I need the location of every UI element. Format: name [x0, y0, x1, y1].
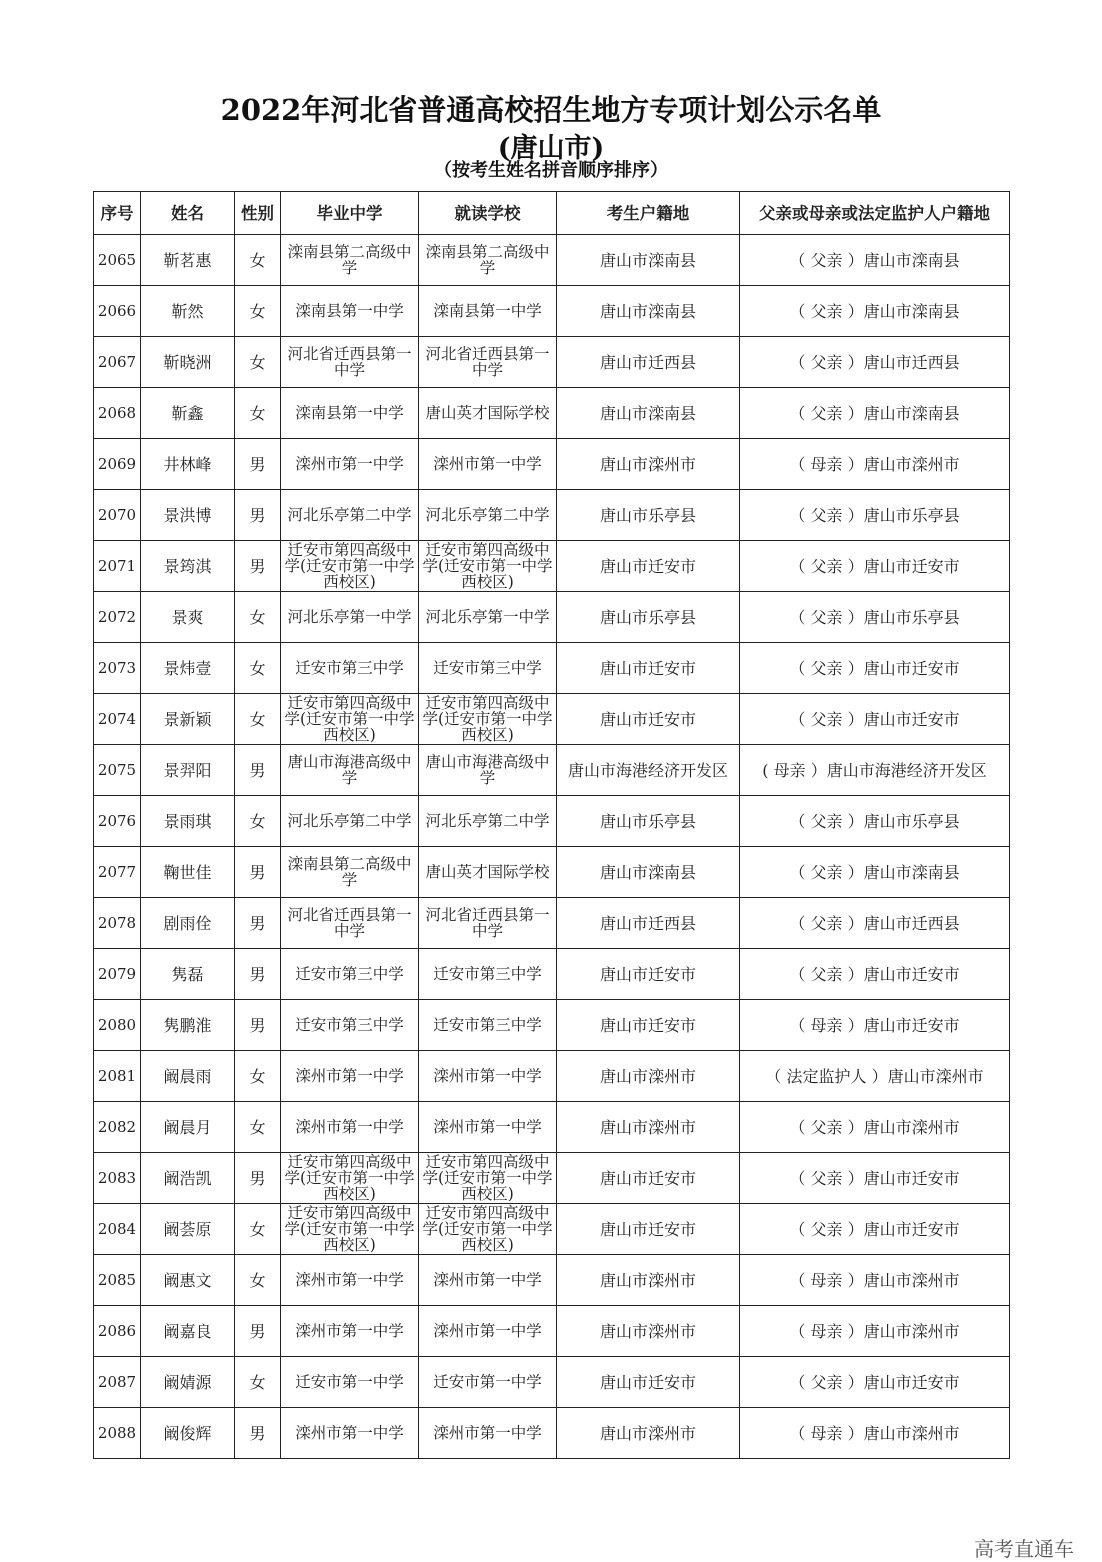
cell-graduated-school: 滦州市第一中学 [281, 1102, 419, 1153]
cell-name: 景羿阳 [141, 745, 235, 796]
cell-student-residence: 唐山市迁安市 [557, 694, 740, 745]
header-guardian-residence: 父亲或母亲或法定监护人户籍地 [740, 192, 1010, 235]
cell-student-residence: 唐山市乐亭县 [557, 796, 740, 847]
cell-student-residence: 唐山市滦州市 [557, 1306, 740, 1357]
cell-gender: 女 [235, 643, 281, 694]
table-row [94, 592, 1010, 643]
cell-gender: 男 [235, 1408, 281, 1459]
cell-student-residence: 唐山市滦南县 [557, 235, 740, 286]
table-row [94, 1204, 1010, 1255]
cell-current-school: 河北乐亭第一中学 [419, 592, 557, 643]
cell-index: 2080 [94, 1000, 141, 1051]
cell-graduated-school: 迁安市第四高级中学(迁安市第一中学西校区) [281, 541, 419, 592]
cell-guardian-residence: （ 父亲 ）唐山市滦南县 [740, 847, 1010, 898]
table-row [94, 1000, 1010, 1051]
table-row [94, 745, 1010, 796]
cell-graduated-school: 迁安市第四高级中学(迁安市第一中学西校区) [281, 1204, 419, 1255]
cell-student-residence: 唐山市滦南县 [557, 286, 740, 337]
cell-name: 景新颖 [141, 694, 235, 745]
cell-student-residence: 唐山市滦南县 [557, 388, 740, 439]
cell-graduated-school: 迁安市第四高级中学(迁安市第一中学西校区) [281, 1153, 419, 1204]
cell-guardian-residence: （ 父亲 ）唐山市迁安市 [740, 643, 1010, 694]
table-row [94, 337, 1010, 388]
cell-student-residence: 唐山市迁安市 [557, 949, 740, 1000]
cell-guardian-residence: （ 法定监护人 ）唐山市滦州市 [740, 1051, 1010, 1102]
document-subtitle: (唐山市) [497, 133, 605, 164]
cell-gender: 女 [235, 694, 281, 745]
table-row [94, 796, 1010, 847]
cell-guardian-residence: （ 母亲 ）唐山市迁安市 [740, 1000, 1010, 1051]
cell-guardian-residence: （ 父亲 ）唐山市迁安市 [740, 1153, 1010, 1204]
cell-guardian-residence: （ 父亲 ）唐山市迁安市 [740, 949, 1010, 1000]
cell-index: 2066 [94, 286, 141, 337]
cell-guardian-residence: （ 母亲 ）唐山市滦州市 [740, 1408, 1010, 1459]
cell-gender: 女 [235, 796, 281, 847]
cell-index: 2074 [94, 694, 141, 745]
cell-index: 2082 [94, 1102, 141, 1153]
cell-name: 靳鑫 [141, 388, 235, 439]
cell-guardian-residence: （ 父亲 ）唐山市迁安市 [740, 694, 1010, 745]
cell-name: 景爽 [141, 592, 235, 643]
cell-current-school: 滦州市第一中学 [419, 1408, 557, 1459]
cell-guardian-residence: （ 父亲 ）唐山市乐亭县 [740, 490, 1010, 541]
cell-current-school: 滦州市第一中学 [419, 1102, 557, 1153]
cell-guardian-residence: （ 母亲 ）唐山市滦州市 [740, 1255, 1010, 1306]
cell-graduated-school: 河北乐亭第二中学 [281, 796, 419, 847]
cell-gender: 女 [235, 1051, 281, 1102]
header-current-school: 就读学校 [419, 192, 557, 235]
cell-index: 2072 [94, 592, 141, 643]
cell-guardian-residence: （ 母亲 ）唐山市滦州市 [740, 1306, 1010, 1357]
table-row [94, 235, 1010, 286]
cell-current-school: 河北乐亭第二中学 [419, 490, 557, 541]
table-row [94, 439, 1010, 490]
cell-current-school: 滦州市第一中学 [419, 1051, 557, 1102]
table-body [94, 235, 1010, 1459]
cell-name: 阚荟原 [141, 1204, 235, 1255]
cell-graduated-school: 河北省迁西县第一中学 [281, 898, 419, 949]
cell-graduated-school: 河北乐亭第一中学 [281, 592, 419, 643]
cell-current-school: 迁安市第三中学 [419, 1000, 557, 1051]
cell-graduated-school: 滦南县第一中学 [281, 388, 419, 439]
cell-student-residence: 唐山市滦州市 [557, 1408, 740, 1459]
cell-guardian-residence: （ 父亲 ）唐山市迁西县 [740, 337, 1010, 388]
cell-gender: 女 [235, 1255, 281, 1306]
table-row [94, 1408, 1010, 1459]
cell-student-residence: 唐山市滦州市 [557, 439, 740, 490]
cell-index: 2075 [94, 745, 141, 796]
cell-index: 2084 [94, 1204, 141, 1255]
cell-index: 2076 [94, 796, 141, 847]
header-graduated-school: 毕业中学 [281, 192, 419, 235]
cell-guardian-residence: （ 父亲 ）唐山市滦南县 [740, 388, 1010, 439]
cell-graduated-school: 滦南县第二高级中学 [281, 235, 419, 286]
cell-current-school: 滦州市第一中学 [419, 1255, 557, 1306]
cell-guardian-residence: （ 父亲 ）唐山市滦南县 [740, 286, 1010, 337]
cell-gender: 女 [235, 1102, 281, 1153]
cell-student-residence: 唐山市迁安市 [557, 1204, 740, 1255]
cell-graduated-school: 迁安市第三中学 [281, 949, 419, 1000]
table-row [94, 694, 1010, 745]
cell-graduated-school: 河北省迁西县第一中学 [281, 337, 419, 388]
cell-guardian-residence: （ 父亲 ）唐山市滦南县 [740, 235, 1010, 286]
cell-name: 阚俊辉 [141, 1408, 235, 1459]
header-index: 序号 [94, 192, 141, 235]
cell-name: 阚婧源 [141, 1357, 235, 1408]
cell-student-residence: 唐山市乐亭县 [557, 592, 740, 643]
cell-current-school: 滦州市第一中学 [419, 1306, 557, 1357]
cell-graduated-school: 唐山市海港高级中学 [281, 745, 419, 796]
cell-current-school: 唐山英才国际学校 [419, 388, 557, 439]
cell-index: 2069 [94, 439, 141, 490]
cell-index: 2083 [94, 1153, 141, 1204]
cell-gender: 女 [235, 286, 281, 337]
cell-index: 2086 [94, 1306, 141, 1357]
cell-name: 景雨琪 [141, 796, 235, 847]
cell-index: 2087 [94, 1357, 141, 1408]
cell-gender: 男 [235, 1306, 281, 1357]
cell-guardian-residence: （ 父亲 ）唐山市迁安市 [740, 1357, 1010, 1408]
table-row [94, 643, 1010, 694]
cell-student-residence: 唐山市迁安市 [557, 643, 740, 694]
cell-gender: 男 [235, 541, 281, 592]
table-row [94, 949, 1010, 1000]
cell-graduated-school: 迁安市第三中学 [281, 643, 419, 694]
cell-name: 剧雨佺 [141, 898, 235, 949]
cell-graduated-school: 滦南县第二高级中学 [281, 847, 419, 898]
header-student-residence: 考生户籍地 [557, 192, 740, 235]
cell-guardian-residence: （ 父亲 ）唐山市迁安市 [740, 541, 1010, 592]
cell-graduated-school: 滦州市第一中学 [281, 1051, 419, 1102]
cell-name: 靳晓洲 [141, 337, 235, 388]
cell-gender: 男 [235, 490, 281, 541]
cell-index: 2067 [94, 337, 141, 388]
cell-graduated-school: 滦南县第一中学 [281, 286, 419, 337]
cell-index: 2085 [94, 1255, 141, 1306]
cell-gender: 男 [235, 949, 281, 1000]
cell-gender: 男 [235, 1000, 281, 1051]
cell-guardian-residence: （ 父亲 ）唐山市滦州市 [740, 1102, 1010, 1153]
table-row [94, 541, 1010, 592]
cell-student-residence: 唐山市滦州市 [557, 1102, 740, 1153]
cell-gender: 男 [235, 745, 281, 796]
table-row [94, 847, 1010, 898]
cell-current-school: 迁安市第四高级中学(迁安市第一中学西校区) [419, 1204, 557, 1255]
cell-gender: 女 [235, 592, 281, 643]
cell-index: 2081 [94, 1051, 141, 1102]
cell-current-school: 迁安市第三中学 [419, 643, 557, 694]
cell-current-school: 迁安市第四高级中学(迁安市第一中学西校区) [419, 541, 557, 592]
cell-index: 2078 [94, 898, 141, 949]
cell-gender: 男 [235, 847, 281, 898]
table-row [94, 1357, 1010, 1408]
cell-name: 阚浩凯 [141, 1153, 235, 1204]
table-row [94, 490, 1010, 541]
table-row [94, 1306, 1010, 1357]
cell-current-school: 滦南县第二高级中学 [419, 235, 557, 286]
cell-index: 2088 [94, 1408, 141, 1459]
cell-current-school: 河北乐亭第二中学 [419, 796, 557, 847]
cell-current-school: 河北省迁西县第一中学 [419, 898, 557, 949]
cell-name: 阚晨月 [141, 1102, 235, 1153]
cell-graduated-school: 滦州市第一中学 [281, 1306, 419, 1357]
cell-name: 景筠淇 [141, 541, 235, 592]
cell-index: 2079 [94, 949, 141, 1000]
cell-student-residence: 唐山市滦州市 [557, 1255, 740, 1306]
cell-current-school: 唐山英才国际学校 [419, 847, 557, 898]
cell-index: 2068 [94, 388, 141, 439]
cell-gender: 女 [235, 337, 281, 388]
cell-gender: 女 [235, 1357, 281, 1408]
cell-index: 2070 [94, 490, 141, 541]
header-gender: 性别 [235, 192, 281, 235]
cell-student-residence: 唐山市海港经济开发区 [557, 745, 740, 796]
watermark-text: 高考直通车 [974, 1537, 1074, 1561]
table-row [94, 1051, 1010, 1102]
cell-current-school: 滦州市第一中学 [419, 439, 557, 490]
cell-graduated-school: 迁安市第四高级中学(迁安市第一中学西校区) [281, 694, 419, 745]
cell-name: 隽磊 [141, 949, 235, 1000]
cell-index: 2065 [94, 235, 141, 286]
cell-current-school: 迁安市第一中学 [419, 1357, 557, 1408]
cell-name: 靳然 [141, 286, 235, 337]
table-row [94, 1102, 1010, 1153]
cell-current-school: 滦南县第一中学 [419, 286, 557, 337]
cell-gender: 女 [235, 1204, 281, 1255]
cell-guardian-residence: ( 母亲 ）唐山市海港经济开发区 [740, 745, 1010, 796]
cell-student-residence: 唐山市迁安市 [557, 1357, 740, 1408]
cell-student-residence: 唐山市迁西县 [557, 337, 740, 388]
cell-graduated-school: 滦州市第一中学 [281, 439, 419, 490]
table-row [94, 388, 1010, 439]
cell-student-residence: 唐山市乐亭县 [557, 490, 740, 541]
cell-guardian-residence: （ 父亲 ）唐山市迁安市 [740, 1204, 1010, 1255]
cell-gender: 男 [235, 1153, 281, 1204]
header-name: 姓名 [141, 192, 235, 235]
cell-student-residence: 唐山市滦州市 [557, 1051, 740, 1102]
cell-index: 2071 [94, 541, 141, 592]
cell-name: 景洪博 [141, 490, 235, 541]
cell-graduated-school: 滦州市第一中学 [281, 1408, 419, 1459]
cell-name: 阚惠文 [141, 1255, 235, 1306]
cell-name: 阚晨雨 [141, 1051, 235, 1102]
cell-graduated-school: 迁安市第三中学 [281, 1000, 419, 1051]
cell-graduated-school: 河北乐亭第二中学 [281, 490, 419, 541]
table-row [94, 286, 1010, 337]
cell-current-school: 迁安市第三中学 [419, 949, 557, 1000]
table-row [94, 1255, 1010, 1306]
cell-gender: 男 [235, 898, 281, 949]
cell-name: 靳茗惠 [141, 235, 235, 286]
cell-current-school: 迁安市第四高级中学(迁安市第一中学西校区) [419, 694, 557, 745]
cell-current-school: 唐山市海港高级中学 [419, 745, 557, 796]
cell-student-residence: 唐山市迁西县 [557, 898, 740, 949]
cell-guardian-residence: （ 父亲 ）唐山市乐亭县 [740, 796, 1010, 847]
cell-guardian-residence: （ 母亲 ）唐山市滦州市 [740, 439, 1010, 490]
cell-gender: 女 [235, 235, 281, 286]
cell-gender: 男 [235, 439, 281, 490]
cell-current-school: 河北省迁西县第一中学 [419, 337, 557, 388]
cell-name: 阚嘉良 [141, 1306, 235, 1357]
cell-name: 鞠世佳 [141, 847, 235, 898]
cell-guardian-residence: （ 父亲 ）唐山市迁西县 [740, 898, 1010, 949]
table-row [94, 898, 1010, 949]
admission-list-table [93, 191, 1010, 1459]
cell-guardian-residence: （ 父亲 ）唐山市乐亭县 [740, 592, 1010, 643]
table-header-row [94, 192, 1010, 235]
cell-name: 景炜壹 [141, 643, 235, 694]
cell-name: 井林峰 [141, 439, 235, 490]
cell-student-residence: 唐山市迁安市 [557, 1153, 740, 1204]
cell-gender: 女 [235, 388, 281, 439]
cell-index: 2073 [94, 643, 141, 694]
cell-current-school: 迁安市第四高级中学(迁安市第一中学西校区) [419, 1153, 557, 1204]
cell-graduated-school: 滦州市第一中学 [281, 1255, 419, 1306]
cell-graduated-school: 迁安市第一中学 [281, 1357, 419, 1408]
cell-student-residence: 唐山市滦南县 [557, 847, 740, 898]
document-title: 2022年河北省普通高校招生地方专项计划公示名单 [220, 93, 882, 127]
cell-student-residence: 唐山市迁安市 [557, 541, 740, 592]
sort-note: （按考生姓名拼音顺序排序） [434, 160, 668, 181]
cell-name: 隽鹏淮 [141, 1000, 235, 1051]
cell-index: 2077 [94, 847, 141, 898]
cell-student-residence: 唐山市迁安市 [557, 1000, 740, 1051]
table-row [94, 1153, 1010, 1204]
